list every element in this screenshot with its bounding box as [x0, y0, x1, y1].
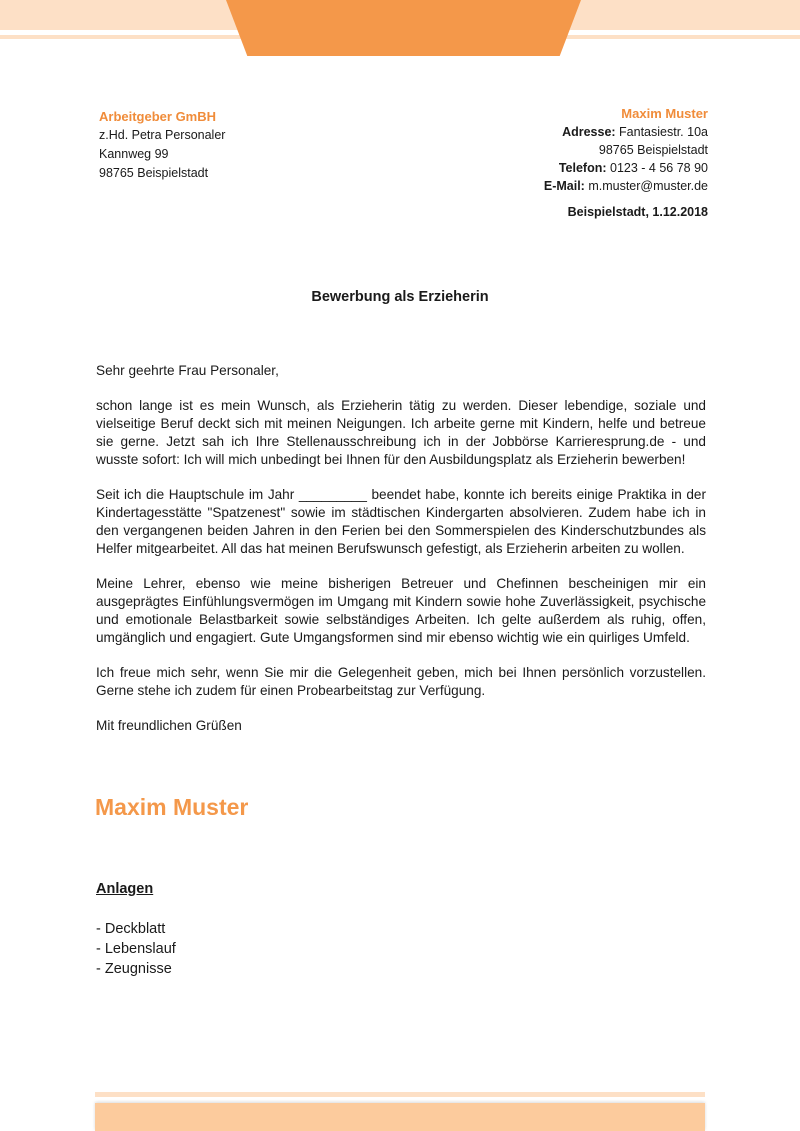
body-paragraph: schon lange ist es mein Wunsch, als Erzieherin tätig zu werden. Dieser lebendige, soziale und vielseitige Beruf deckt sich mit meinen Neigungen. Ich arbeite gerne mit Kindern, helfe und betreue sie gerne. Jetzt sah ich Ihre Stellenausschreibung ich in der Jobbörse Karrieresprung.de - und wusste sofort: Ich will mich unbedingt bei Ihnen für den Ausbildungsplatz als Erzieherin bewerben! — [96, 398, 706, 467]
employer-line: 98765 Beispielstadt — [99, 166, 209, 180]
employer-address-block — [99, 107, 225, 183]
email-value: m.muster@muster.de — [588, 179, 708, 193]
attachment-item: - Deckblatt — [96, 921, 166, 937]
sender-address-line — [544, 123, 708, 141]
attachments-block — [96, 879, 176, 979]
employer-line: z.Hd. Petra Personaler — [99, 128, 226, 142]
closing: Mit freundlichen Grüßen — [96, 718, 242, 733]
salutation: Sehr geehrte Frau Personaler, — [96, 363, 279, 378]
footer-band — [95, 1103, 705, 1131]
sender-address-block — [544, 105, 708, 195]
body-paragraph: Meine Lehrer, ebenso wie meine bisherigen Betreuer und Chefinnen bescheinigen mir ein ausgeprägtes Einfühlungsvermögen im Umgang mit Kindern sowie hohe Zuverlässigkeit, psychische und emotionale Belastbarkeit sowie selbständiges Arbeiten. Ich gelte außerdem als ruhig, offen, umgänglich und engagiert. Gute Umgangsformen sind mir ebenso wichtig wie ein quirliges Umfeld. — [96, 576, 706, 645]
employer-line: Kannweg 99 — [99, 147, 169, 161]
attachment-item: - Zeugnisse — [96, 961, 172, 977]
header-tab-decoration — [226, 0, 581, 56]
letter-body — [96, 362, 706, 752]
sender-city: 98765 Beispielstadt — [598, 143, 708, 157]
body-paragraph: Seit ich die Hauptschule im Jahr _________ beendet habe, konnte ich bereits einige Praktika in der Kindertagesstätte "Spatzenest" sowie im städtischen Kindergarten absolvieren. Zudem habe ich in den vergangenen beiden Jahren in den Ferien bei den Sommerspielen des Kinderschutzbundes als Helfer mitgearbeitet. All das hat meinen Berufswunsch gefestigt, als Erzieherin arbeiten zu wollen. — [96, 487, 706, 556]
phone-value: 0123 - 4 56 78 90 — [610, 161, 708, 175]
body-paragraph: Ich freue mich sehr, wenn Sie mir die Gelegenheit geben, mich bei Ihnen persönlich vorzustellen. Gerne stehe ich zudem für einen Probearbeitstag zur Verfügung. — [96, 665, 706, 698]
phone-label: Telefon: — [558, 161, 607, 175]
signature-name: Maxim Muster — [95, 794, 249, 820]
attachments-heading: Anlagen — [96, 881, 154, 897]
address-label: Adresse: — [562, 125, 616, 139]
address-street: Fantasiestr. 10a — [619, 125, 708, 139]
sender-phone-line — [544, 159, 708, 177]
sender-email-line — [544, 177, 708, 195]
footer-line — [95, 1092, 705, 1097]
letter-subject: Bewerbung als Erzieherin — [311, 289, 489, 305]
sender-name: Maxim Muster — [621, 106, 708, 121]
letter-date: Beispielstadt, 1.12.2018 — [567, 205, 708, 219]
attachment-item: - Lebenslauf — [96, 941, 176, 957]
email-label: E-Mail: — [543, 179, 585, 193]
employer-company: Arbeitgeber GmBH — [99, 109, 217, 124]
